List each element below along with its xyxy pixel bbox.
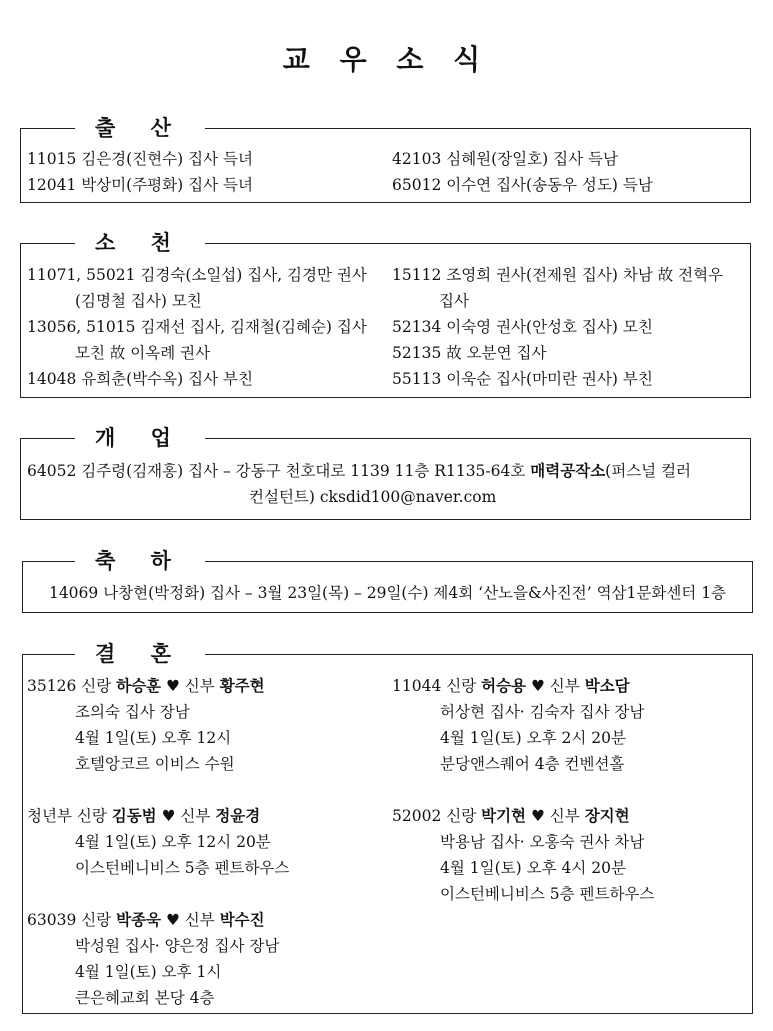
opening-business-name: 매력공작소: [530, 461, 606, 480]
birth-entry: 12041 박상미(주평화) 집사 득녀: [27, 176, 253, 194]
groom-name: 박종욱: [116, 910, 162, 929]
birth-entry: 11015 김은경(진현수) 집사 득녀: [27, 150, 253, 168]
bride-label: 신부: [175, 807, 216, 825]
bride-label: 신부: [179, 911, 220, 929]
heart-icon: ♥: [530, 807, 545, 825]
wedding-detail: 이스턴베니비스 5층 펜트하우스: [440, 885, 655, 903]
death-entry: 13056, 51015 김재선 집사, 김재철(김혜순) 집사: [27, 318, 367, 336]
bride-label: 신부: [179, 677, 220, 695]
wedding-detail: 박성원 집사· 양은정 집사 장남: [75, 937, 280, 955]
congrats-section-title: 축 하: [75, 547, 205, 575]
bride-label: 신부: [544, 807, 585, 825]
wedding-couple-header: [392, 673, 654, 699]
death-entry: 52135 故 오분연 집사: [392, 344, 547, 362]
congrats-entry: 14069 나창현(박정화) 집사 – 3월 23일(목) – 29일(수) 제4회 ‘산노을&사진전’ 역삼1문화센터 1층: [48, 584, 727, 602]
wedding-detail: 4월 1일(토) 오후 12시 20분: [75, 833, 271, 851]
bride-name: 박소담: [584, 676, 630, 695]
death-entry-continued: (김명철 집사) 모친: [75, 292, 202, 310]
bride-label: 신부: [544, 677, 585, 695]
wedding-detail: 큰은혜교회 본당 4층: [75, 989, 215, 1007]
wedding-detail: 분당앤스퀘어 4층 컨벤션홀: [440, 755, 625, 773]
page-title: 교 우 소 식: [282, 43, 491, 76]
wedding-detail: 4월 1일(토) 오후 1시: [75, 963, 222, 981]
death-section: [20, 230, 751, 398]
groom-name: 하승훈: [116, 676, 162, 695]
opening-line-2: 컨설턴트) cksdid100@naver.com: [249, 488, 497, 506]
heart-icon: ♥: [165, 677, 180, 695]
wedding-couple-header: [27, 673, 289, 699]
wedding-id: 청년부 신랑: [27, 807, 112, 825]
wedding-section: [22, 641, 753, 1014]
death-entry-continued: 모친 故 이옥례 권사: [75, 344, 211, 362]
bride-name: 정윤경: [215, 806, 261, 825]
wedding-id: 35126 신랑: [27, 677, 117, 695]
wedding-section-title: 결 혼: [75, 640, 205, 668]
wedding-detail: 4월 1일(토) 오후 12시: [75, 729, 232, 747]
wedding-detail: 4월 1일(토) 오후 4시 20분: [440, 859, 626, 877]
wedding-detail: 박용남 집사· 오홍숙 권사 차남: [440, 833, 645, 851]
bride-name: 장지현: [584, 806, 630, 825]
opening-section-title: 개 업: [75, 424, 205, 452]
congrats-section: [22, 548, 753, 613]
death-entry: 15112 조영희 권사(전제원 집사) 차남 故 전혁우: [392, 266, 724, 284]
death-entry: 55113 이욱순 집사(마미란 권사) 부친: [392, 370, 653, 388]
wedding-couple-header: [27, 803, 289, 829]
wedding-detail: 호텔앙코르 이비스 수원: [75, 755, 235, 773]
wedding-couple-header: [392, 803, 654, 829]
wedding-right-column: [392, 673, 654, 907]
bride-name: 박수진: [219, 910, 265, 929]
death-entry: 52134 이숙영 권사(안성호 집사) 모친: [392, 318, 653, 336]
heart-icon: ♥: [530, 677, 545, 695]
wedding-couple-header: [27, 907, 289, 933]
wedding-detail: 허상현 집사· 김숙자 집사 장남: [440, 703, 645, 721]
heart-icon: ♥: [165, 911, 180, 929]
bride-name: 황주현: [219, 676, 265, 695]
wedding-id: 52002 신랑: [392, 807, 482, 825]
wedding-detail: 4월 1일(토) 오후 2시 20분: [440, 729, 626, 747]
wedding-detail: 조의숙 집사 장남: [75, 703, 190, 721]
wedding-id: 63039 신랑: [27, 911, 117, 929]
wedding-id: 11044 신랑: [392, 677, 482, 695]
birth-entry: 65012 이수연 집사(송동우 성도) 득남: [392, 176, 653, 194]
wedding-left-column: [27, 673, 289, 1011]
groom-name: 박기현: [481, 806, 527, 825]
birth-left-column: [27, 146, 253, 198]
death-entry: 14048 유희춘(박수옥) 집사 부친: [27, 370, 253, 388]
birth-entry: 42103 심혜원(장일호) 집사 득남: [392, 150, 618, 168]
opening-prefix: 64052 김주령(김재홍) 집사 – 강동구 천호대로 1139 11층 R1135-64호: [27, 462, 531, 480]
birth-section: [20, 115, 751, 203]
death-entry-continued: 집사: [439, 292, 469, 310]
opening-entry: [27, 458, 691, 510]
death-right-column: [392, 262, 723, 392]
opening-line-1: [27, 458, 691, 484]
death-section-title: 소 천: [75, 229, 205, 257]
birth-right-column: [392, 146, 653, 198]
death-left-column: [27, 262, 367, 392]
groom-name: 김동범: [111, 806, 157, 825]
heart-icon: ♥: [161, 807, 176, 825]
death-entry: 11071, 55021 김경숙(소일섭) 집사, 김경만 권사: [27, 266, 367, 284]
groom-name: 허승용: [481, 676, 527, 695]
opening-section: [20, 425, 751, 520]
birth-section-title: 출 산: [75, 114, 205, 142]
wedding-detail: 이스턴베니비스 5층 펜트하우스: [75, 859, 290, 877]
opening-suffix: (퍼스널 컬러: [605, 462, 692, 480]
